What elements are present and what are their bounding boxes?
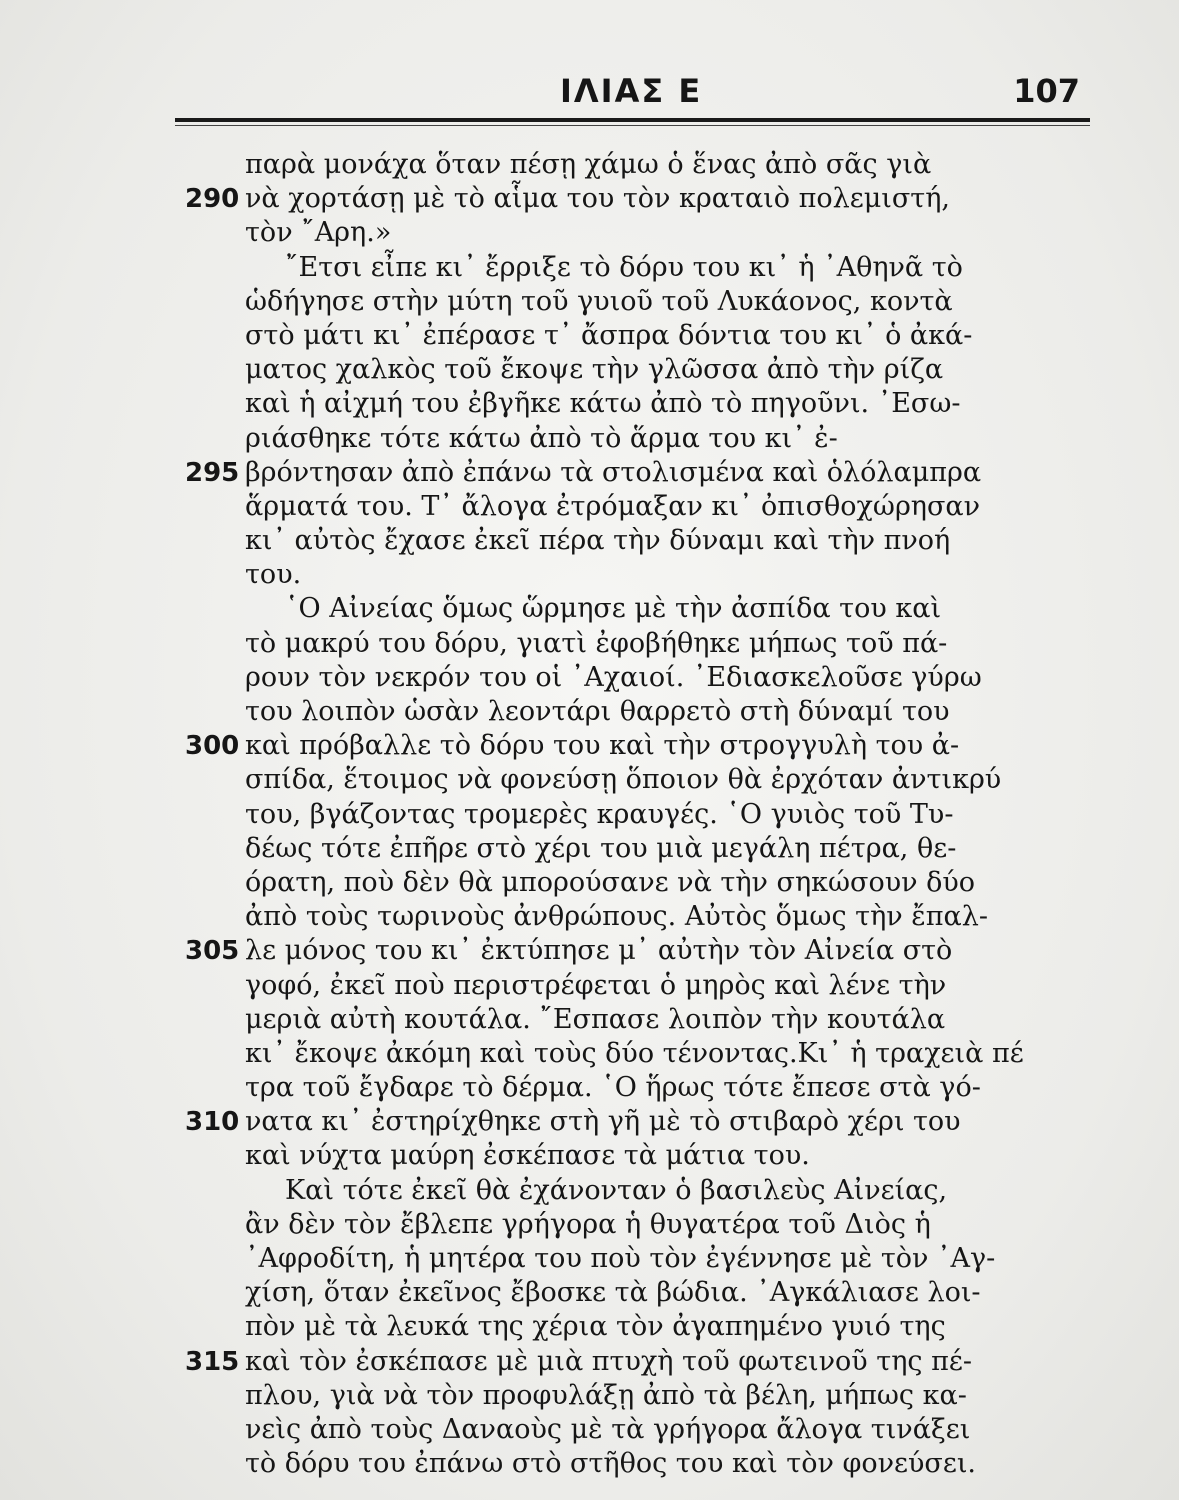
line-text: ριάσθηκε τότε κάτω ἀπὸ τὸ ἅρμα του κι᾽ ἐ-	[245, 422, 838, 454]
line-text: Καὶ τότε ἐκεῖ θὰ ἐχάνονταν ὁ βασιλεὺς Αἰνείας,	[285, 1174, 948, 1206]
text-line	[175, 1174, 1105, 1208]
text-line	[175, 558, 1105, 592]
line-text: ᾽Αφροδίτη, ἡ μητέρα του ποὺ τὸν ἐγέννησε μὲ τὸν ᾽Αγ-	[245, 1243, 996, 1274]
text-line	[175, 969, 1105, 1003]
line-text: τρα τοῦ ἔγδαρε τὸ δέρμα. ῾Ο ἥρως τότε ἔπεσε στὰ γό-	[245, 1072, 981, 1104]
text-line	[175, 1071, 1105, 1105]
line-text: του λοιπὸν ὡσὰν λεοντάρι θαρρετὸ στὴ δύναμί του	[245, 696, 950, 727]
line-text: τὸν ῎Αρη.»	[245, 217, 392, 249]
line-text: νὰ χορτάσῃ μὲ τὸ αἷμα του τὸν κραταιὸ πολεμιστή,	[245, 183, 950, 215]
line-text: του.	[245, 559, 302, 591]
text-line	[175, 182, 1105, 216]
line-text: σπίδα, ἕτοιμος νὰ φονεύσῃ ὅποιον θὰ ἐρχόταν ἀντικρύ	[245, 764, 1002, 796]
line-text: του, βγάζοντας τρομερὲς κραυγές. ῾Ο γυιὸς τοῦ Τυ-	[245, 798, 954, 830]
line-text: παρὰ μονάχα ὅταν πέσῃ χάμω ὁ ἕνας ἀπὸ σᾶς γιὰ	[245, 149, 932, 180]
text-line	[175, 353, 1105, 387]
text-line	[175, 934, 1105, 968]
text-line	[175, 1310, 1105, 1344]
text-line	[175, 456, 1105, 490]
line-text: ῾Ο Αἰνείας ὅμως ὥρμησε μὲ τὴν ἀσπίδα του καὶ	[285, 593, 942, 625]
line-text: βρόντησαν ἀπὸ ἐπάνω τὰ στολισμένα καὶ ὁλόλαμπρα	[245, 456, 982, 488]
line-text: ῎Ετσι εἶπε κι᾽ ἔρριξε τὸ δόρυ του κι᾽ ἡ ᾿Αθηνᾶ τὸ	[285, 251, 963, 283]
line-text: χίση, ὅταν ἐκεῖνος ἔβοσκε τὰ βώδια. ᾽Αγκάλιασε λοι-	[245, 1277, 981, 1309]
text-line	[175, 1242, 1105, 1276]
text-line	[175, 490, 1105, 524]
line-text: καὶ πρόβαλλε τὸ δόρυ του καὶ τὴν στρογγυλὴ του ἀ-	[245, 730, 960, 762]
line-text: πλου, γιὰ νὰ τὸν προφυλάξῃ ἀπὸ τὰ βέλη, μήπως κα-	[245, 1379, 967, 1411]
text-line	[175, 285, 1105, 319]
text-line	[175, 1037, 1105, 1071]
text-line	[175, 695, 1105, 729]
text-line	[175, 592, 1105, 626]
text-line	[175, 216, 1105, 250]
text-line	[175, 763, 1105, 797]
line-text: καὶ τὸν ἐσκέπασε μὲ μιὰ πτυχὴ τοῦ φωτεινοῦ της πέ-	[245, 1345, 972, 1377]
text-line	[175, 1208, 1105, 1242]
line-text: τὸ δόρυ του ἐπάνω στὸ στῆθος του καὶ τὸν φονεύσει.	[245, 1448, 977, 1480]
line-text: τὸ μακρύ του δόρυ, γιατὶ ἐφοβήθηκε μήπως τοῦ πά-	[245, 627, 948, 659]
line-text: κι᾽ αὐτὸς ἔχασε ἐκεῖ πέρα τὴν δύναμι καὶ τὴν πνοή	[245, 525, 951, 557]
text-line	[175, 1447, 1105, 1481]
text-line	[175, 1345, 1105, 1379]
line-text: στὸ μάτι κι᾽ ἐπέρασε τ᾽ ἄσπρα δόντια του κι᾽ ὁ ἀκά-	[245, 319, 973, 351]
text-line	[175, 422, 1105, 456]
text-line	[175, 1413, 1105, 1447]
line-text: κι᾽ ἔκοψε ἀκόμη καὶ τοὺς δύο τένοντας.Κι᾽ ἡ τραχειὰ πέ	[245, 1037, 1024, 1069]
text-line	[175, 798, 1105, 832]
running-title: ΙΛΙΑΣ Ε	[560, 72, 703, 110]
verse-number: 305	[185, 936, 240, 967]
text-line	[175, 627, 1105, 661]
text-line	[175, 1003, 1105, 1037]
line-text: ματος χαλκὸς τοῦ ἔκοψε τὴν γλῶσσα ἀπὸ τὴν ρίζα	[245, 354, 944, 386]
text-line	[175, 1105, 1105, 1139]
verse-number: 300	[185, 731, 240, 762]
verse-number: 295	[185, 457, 240, 488]
line-text: ὡδήγησε στὴν μύτη τοῦ γυιοῦ τοῦ Λυκάονος, κοντὰ	[245, 285, 953, 317]
line-text: δέως τότε ἐπῆρε στὸ χέρι του μιὰ μεγάλη πέτρα, θε-	[245, 832, 957, 864]
line-text: γοφό, ἐκεῖ ποὺ περιστρέφεται ὁ μηρὸς καὶ λένε τὴν	[245, 969, 947, 1001]
text-line	[175, 251, 1105, 285]
line-text: μεριὰ αὐτὴ κουτάλα. ῎Εσπασε λοιπὸν τὴν κουτάλα	[245, 1003, 946, 1035]
header-rule-thin	[175, 125, 1090, 126]
text-line	[175, 1276, 1105, 1310]
line-text: ἂν δὲν τὸν ἔβλεπε γρήγορα ἡ θυγατέρα τοῦ Διὸς ἡ	[245, 1208, 931, 1240]
line-text: ἅρματά του. Τ᾽ ἄλογα ἐτρόμαξαν κι᾽ ὀπισθοχώρησαν	[245, 490, 981, 522]
verse-number: 315	[185, 1346, 240, 1377]
verse-number: 310	[185, 1107, 240, 1138]
line-text: νεὶς ἀπὸ τοὺς Δαναοὺς μὲ τὰ γρήγορα ἄλογα τινάξει	[245, 1413, 971, 1445]
body-text	[175, 148, 1105, 1481]
line-text: πὸν μὲ τὰ λευκά της χέρια τὸν ἀγαπημένο γυιό της	[245, 1311, 946, 1343]
line-text: ἀπὸ τοὺς τωρινοὺς ἀνθρώπους. Αὐτὸς ὅμως τὴν ἔπαλ-	[245, 901, 988, 933]
line-text: όρατη, ποὺ δὲν θὰ μπορούσανε νὰ τὴν σηκώσουν δύο	[245, 866, 976, 898]
header-rule	[175, 118, 1090, 122]
text-line	[175, 319, 1105, 353]
page-number: 107	[1013, 72, 1080, 110]
line-text: καὶ νύχτα μαύρη ἐσκέπασε τὰ μάτια του.	[245, 1140, 810, 1172]
line-text: λε μόνος του κι᾽ ἐκτύπησε μ᾽ αὐτὴν τὸν Αἰνεία στὸ	[245, 935, 953, 967]
line-text: νατα κι᾽ ἐστηρίχθηκε στὴ γῆ μὲ τὸ στιβαρὸ χέρι του	[245, 1106, 961, 1138]
text-line	[175, 729, 1105, 763]
text-line	[175, 900, 1105, 934]
text-line	[175, 148, 1105, 182]
line-text: καὶ ἡ αἰχμή του ἐβγῆκε κάτω ἀπὸ τὸ πηγοῦνι. ᾽Εσω-	[245, 388, 961, 420]
verse-number: 290	[185, 184, 240, 215]
page-header	[175, 70, 1090, 110]
text-line	[175, 1139, 1105, 1173]
text-line	[175, 524, 1105, 558]
text-line	[175, 866, 1105, 900]
text-line	[175, 832, 1105, 866]
text-line	[175, 1379, 1105, 1413]
line-text: ρουν τὸν νεκρόν του οἱ ᾿Αχαιοί. ᾽Εδιασκελοῦσε γύρω	[245, 661, 982, 693]
text-line	[175, 661, 1105, 695]
text-line	[175, 387, 1105, 421]
